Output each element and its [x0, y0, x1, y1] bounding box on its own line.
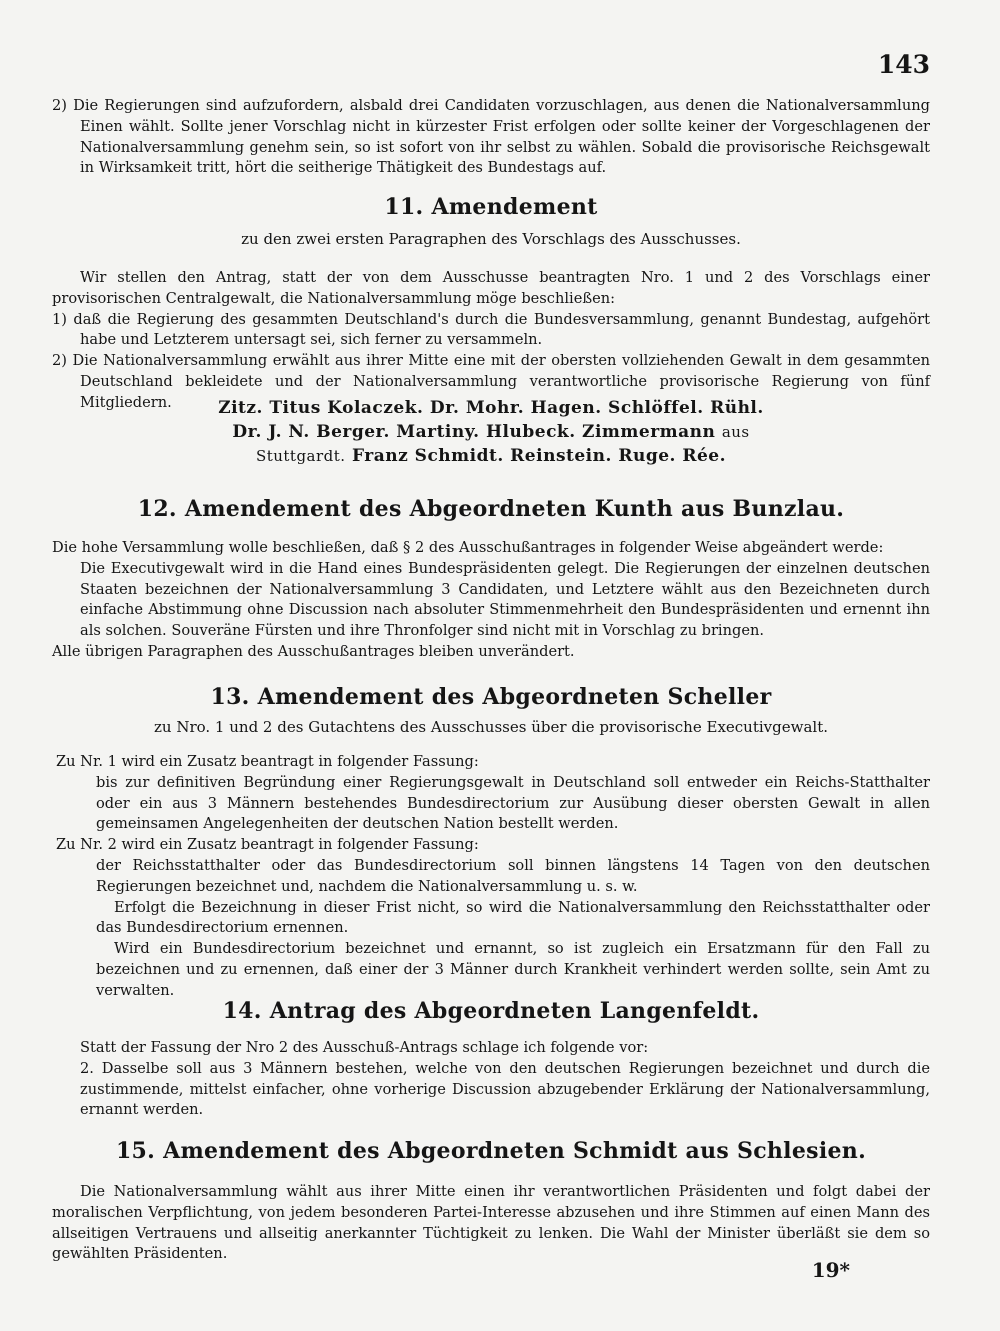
section-14-p2: 2. Dasselbe soll aus 3 Männern bestehen, welche von den deutschen Regierungen bezeichnet und durch die zustimmende, mittelst einfacher, ohne vorherige Discussion abzugebender Erklärung der Nationalversammlung, ernannt werden. [80, 1059, 930, 1119]
subheading-11: zu den zwei ersten Paragraphen des Vorschlags des Ausschusses. [241, 230, 741, 248]
section-13-q2: der Reichsstatthalter oder das Bundesdirectorium soll binnen längstens 14 Tagen von den deutschen Regierungen bezeichnet und, nachdem die Nationalversammlung u. s. w. [96, 856, 930, 895]
section-14-body [52, 1038, 930, 1121]
heading-11: 11. Amendement [384, 194, 598, 220]
signatures [52, 396, 930, 468]
section-11-item2: 2) Die Nationalversammlung erwählt aus ihrer Mitte eine mit der obersten vollziehenden Gewalt in dem gesammten Deutschland bekleidete und der Nationalversammlung verantwortliche provisorische Regierung von fünf Mitgliedern. [52, 352, 930, 411]
signature-mark: 19* [811, 1258, 850, 1282]
section-13-body [52, 752, 930, 1002]
subheading-13: zu Nro. 1 und 2 des Gutachtens des Ausschusses über die provisorische Executivgewalt. [154, 718, 828, 736]
section-13-zu1: Zu Nr. 1 wird ein Zusatz beantragt in folgender Fassung: [56, 753, 479, 770]
section-12-body [52, 538, 930, 663]
signature-line-2: Dr. J. N. Berger. Martiny. Hlubeck. Zimmermann aus [232, 422, 750, 442]
signature-line-3: Stuttgardt. Franz Schmidt. Reinstein. Ruge. Rée. [255, 446, 727, 466]
section-12-p2: Die Executivgewalt wird in die Hand eines Bundespräsidenten gelegt. Die Regierungen der einzelnen deutschen Staaten bezeichnen der Nationalversammlung 3 Candidaten, und Letztere wählt aus den Bezeichneten durch einfache Abstimmung ohne Discussion nach absoluter Stimmenmehrheit den Bundespräsidenten und ernennt ihn als solchen. Souveräne Fürsten und ihre Thronfolger sind nicht mit in Vorschlag zu bringen. [80, 559, 930, 640]
section-12-p3: Alle übrigen Paragraphen des Ausschußantrages bleiben unverändert. [52, 642, 575, 660]
section-12-p1: Die hohe Versammlung wolle beschließen, daß § 2 des Ausschußantrages in folgender Weise abgeändert werde: [52, 539, 884, 556]
section-11-body [52, 268, 930, 414]
heading-14: 14. Antrag des Abgeordneten Langenfeldt. [222, 998, 760, 1024]
page-number: 143 [877, 50, 930, 79]
section-13-q3: Erfolgt die Bezeichnung in dieser Frist nicht, so wird die Nationalversammlung den Reichsstatthalter oder das Bundesdirectorium ernennen. [96, 898, 930, 937]
section-13-q1: bis zur definitiven Begründung einer Regierungsgewalt in Deutschland soll entweder ein Reichs-Statthalter oder ein aus 3 Männern bestehendes Bundesdirectorium zur Ausübung dieser obersten Gewalt in allen gemeinsamen Angelegenheiten der deutschen Nation bestellt werden. [96, 773, 930, 833]
section-15-body [52, 1182, 930, 1265]
section-14-p1: Statt der Fassung der Nro 2 des Ausschuß-Antrags schlage ich folgende vor: [80, 1039, 649, 1056]
section-11-p1: Wir stellen den Antrag, statt der von dem Ausschusse beantragten Nro. 1 und 2 des Vorschlags einer provisorischen Centralgewalt, die Nationalversammlung möge beschließen: [52, 269, 930, 307]
section-11-item1: 1) daß die Regierung des gesammten Deutschland's durch die Bundesversammlung, genannt Bundestag, aufgehört habe und Letzterem untersagt sei, sich ferner zu versammeln. [52, 310, 930, 349]
section-13-zu2: Zu Nr. 2 wird ein Zusatz beantragt in folgender Fassung: [56, 836, 479, 854]
section-13-q4: Wird ein Bundesdirectorium bezeichnet und ernannt, so ist zugleich ein Ersatzmann für den Fall zu bezeichnen und zu ernennen, daß einer der 3 Männer durch Krankheit verhindert werden sollte, sein Amt zu verwalten. [96, 940, 930, 999]
heading-15: 15. Amendement des Abgeordneten Schmidt aus Schlesien. [115, 1138, 867, 1164]
heading-12: 12. Amendement des Abgeordneten Kunth aus Bunzlau. [137, 496, 845, 522]
section-15-p1: Die Nationalversammlung wählt aus ihrer Mitte einen ihr verantwortlichen Präsidenten und folgt dabei der moralischen Verpflichtung, von jedem besonderen Partei-Interesse abzusehen und ihre Stimmen auf einen Mann des allseitigen Vertrauens und allseitig anerkannter Tüchtigkeit zu lenken. Die Wahl der Minister überläßt sie dem so gewählten Präsidenten. [52, 1183, 930, 1263]
heading-13: 13. Amendement des Abgeordneten Scheller [210, 684, 772, 710]
intro-paragraph: 2) Die Regierungen sind aufzufordern, alsbald drei Candidaten vorzuschlagen, aus denen die Nationalversammlung Einen wählt. Sollte jener Vorschlag nicht in kürzester Frist erfolgen oder sollte keiner der Vorgeschlagenen der Nationalversammlung genehm sein, so ist sofort von ihr selbst zu wählen. Sobald die provisorische Reichsgewalt in Wirksamkeit tritt, hört die seitherige Thätigkeit des Bundestags auf. [52, 97, 930, 177]
signature-line-1: Zitz. Titus Kolaczek. Dr. Mohr. Hagen. Schlöffel. Rühl. [218, 398, 764, 418]
